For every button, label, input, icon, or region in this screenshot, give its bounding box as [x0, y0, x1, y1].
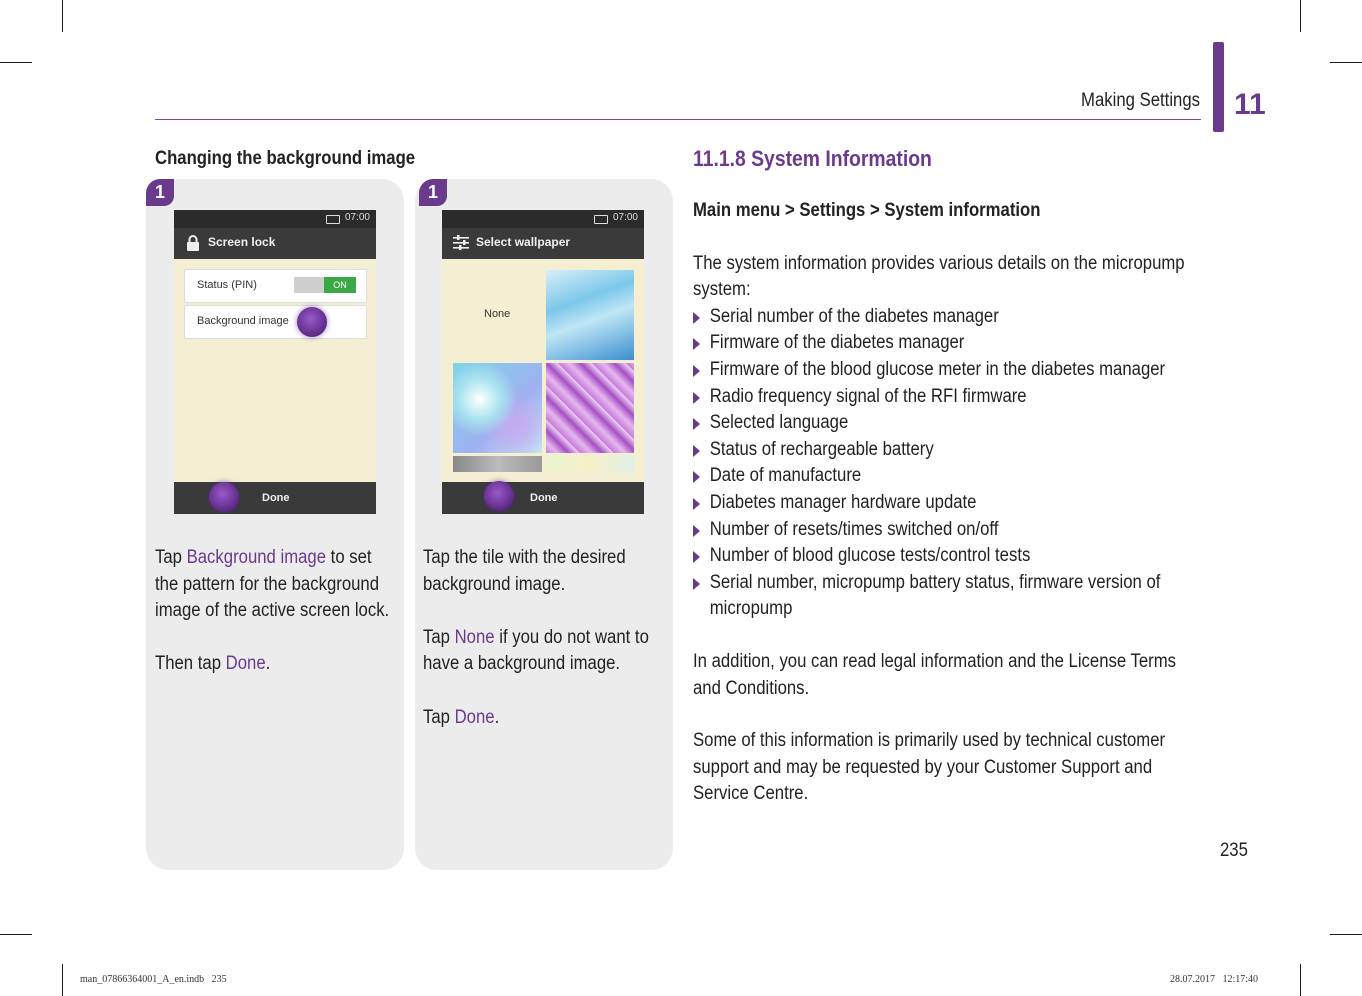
padlock-icon	[185, 234, 201, 252]
status-bar	[174, 210, 376, 228]
bullet-triangle-icon	[693, 578, 700, 590]
ui-term-background-image: Background image	[186, 547, 327, 568]
section-heading: 11.1.8 System Information	[693, 146, 932, 171]
battery-icon	[326, 215, 340, 224]
crop-mark	[1330, 62, 1362, 63]
ui-term-done: Done	[454, 706, 495, 728]
list-item: Serial number of the diabetes manager	[693, 304, 1203, 331]
step-badge: 1	[146, 179, 174, 206]
wallpaper-tile-blue[interactable]	[546, 270, 634, 360]
bullet-triangle-icon	[693, 525, 700, 537]
list-item: Radio frequency signal of the RFI firmware	[693, 384, 1203, 411]
screen-title-bar	[442, 228, 644, 259]
header-rule	[155, 119, 1201, 120]
crop-mark	[1330, 934, 1362, 935]
pin-toggle[interactable]	[294, 277, 356, 293]
list-item: Diabetes manager hardware update	[693, 490, 1203, 517]
chapter-tab-bar	[1213, 42, 1224, 132]
running-header-title: Making Settings	[1081, 90, 1200, 111]
legal-paragraph: In addition, you can read legal information and the License Terms and Conditions.	[693, 650, 1177, 699]
step-badge: 1	[419, 179, 447, 206]
crop-mark	[0, 62, 32, 63]
crop-mark	[0, 934, 32, 935]
section-title-background: Changing the background image	[155, 148, 416, 169]
bottom-bar	[174, 482, 376, 514]
step-instructions-2: Tap the tile with the desired background image. Tap None if you do not want to have a background image. Tap Done.	[423, 547, 649, 728]
print-slug-timestamp: 28.07.2017 12:17:40	[1170, 974, 1259, 985]
toggle-on-label: ON	[324, 277, 356, 293]
background-image-label: Background image	[197, 315, 289, 327]
screen-title-bar	[174, 228, 376, 259]
screen-title: Screen lock	[208, 235, 276, 249]
wallpaper-tile-pastel[interactable]	[546, 456, 634, 472]
clock-time: 07:00	[344, 212, 370, 223]
tap-indicator	[484, 481, 514, 511]
crop-mark	[62, 0, 63, 32]
bullet-triangle-icon	[693, 418, 700, 430]
list-item: Number of resets/times switched on/off	[693, 517, 1203, 544]
device-screenshot-screen-lock	[174, 210, 376, 514]
list-item: Firmware of the blood glucose meter in the diabetes manager	[693, 357, 1203, 384]
page-number: 235	[1220, 840, 1248, 861]
bullet-triangle-icon	[693, 498, 700, 510]
battery-icon	[594, 215, 608, 224]
ui-term-done: Done	[225, 653, 266, 675]
crop-mark	[1300, 0, 1301, 32]
done-button[interactable]: Done	[262, 492, 290, 504]
ui-term-none: None	[454, 626, 495, 648]
tap-indicator	[297, 307, 327, 337]
tap-indicator	[209, 482, 239, 512]
device-screenshot-select-wallpaper	[442, 210, 644, 514]
bullet-triangle-icon	[693, 551, 700, 563]
crop-mark	[62, 964, 63, 996]
list-item: Status of rechargeable battery	[693, 437, 1203, 464]
list-item: Serial number, micropump battery status, firmware version of micropump	[693, 570, 1203, 623]
sliders-icon	[453, 234, 469, 252]
wallpaper-tile-gray[interactable]	[453, 456, 542, 472]
status-pin-row[interactable]	[184, 269, 367, 303]
info-list	[693, 304, 1203, 623]
done-button[interactable]: Done	[530, 492, 558, 504]
wallpaper-tile-none[interactable]	[446, 270, 542, 360]
step-instructions-1: Tap Background image to set the pattern for the background image of the active screen lock. Then tap Done.	[155, 547, 390, 675]
list-item: Number of blood glucose tests/control tests	[693, 543, 1203, 570]
wallpaper-tile-purple[interactable]	[546, 363, 634, 453]
status-pin-label: Status (PIN)	[197, 279, 257, 291]
print-slug-file: man_07866364001_A_en.indb 235	[80, 974, 227, 985]
background-image-row[interactable]	[184, 305, 367, 339]
bullet-triangle-icon	[693, 312, 700, 324]
list-item: Selected language	[693, 410, 1203, 437]
list-item: Firmware of the diabetes manager	[693, 330, 1203, 357]
bullet-triangle-icon	[693, 445, 700, 457]
bottom-bar	[442, 482, 644, 514]
intro-paragraph: The system information provides various details on the micropump system:	[693, 252, 1185, 301]
bullet-triangle-icon	[693, 392, 700, 404]
clock-time: 07:00	[612, 212, 638, 223]
support-paragraph: Some of this information is primarily used by technical customer support and may be requested by your Customer Support and Service Centre.	[693, 730, 1166, 805]
menu-path: Main menu > Settings > System information	[693, 200, 1041, 221]
bullet-triangle-icon	[693, 471, 700, 483]
status-bar	[442, 210, 644, 228]
list-item: Date of manufacture	[693, 463, 1203, 490]
none-label: None	[484, 308, 511, 320]
crop-mark	[1300, 964, 1301, 996]
chapter-number: 11	[1234, 88, 1266, 121]
screen-title: Select wallpaper	[476, 235, 571, 249]
bullet-triangle-icon	[693, 338, 700, 350]
bullet-triangle-icon	[693, 365, 700, 377]
wallpaper-tile-bokeh[interactable]	[453, 363, 542, 453]
system-information-section	[693, 144, 1203, 808]
